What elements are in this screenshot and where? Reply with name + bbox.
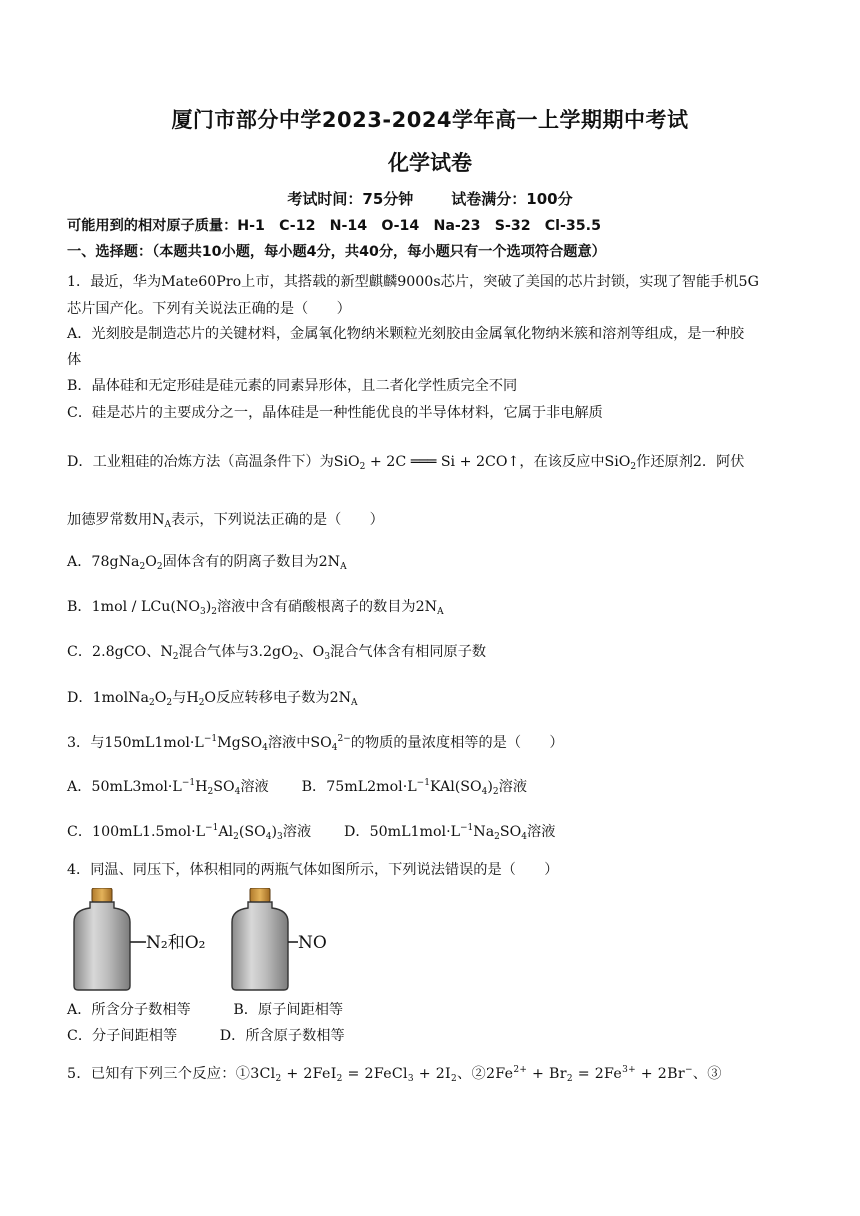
q1-stem-line2: 芯片国产化。下列有关说法正确的是（ ） [67, 301, 351, 317]
q1-option-c: C．硅是芯片的主要成分之一，晶体硅是一种性能优良的半导体材料，它属于非电解质 [67, 405, 603, 421]
gas-bottles-svg [72, 888, 352, 993]
q2-option-b: B．$1mol / LCu(NO_3)_2$溶液中含有硝酸根离子的数目为$2N_A$ [67, 599, 444, 617]
exam-meta [0, 188, 860, 209]
q1-stem-line1: 1．最近，华为Mate60Pro上市，其搭载的新型麒麟9000s芯片，突破了美国的芯片封锁，实现了智能手机5G [67, 274, 759, 290]
gas-bottles-figure [72, 888, 352, 993]
q1-equation: SiO$_2$ + 2C ═══ Si + 2CO↑ [333, 454, 520, 472]
bottle-1-label: N₂和O₂ [146, 933, 206, 953]
q2-number: 2．阿伏 [692, 454, 745, 470]
q5-stem: 5．已知有下列三个反应：$①3Cl_2 + 2FeI_2$ = 2FeCl$_3$ + $2I_2$、$②2Fe^{2+} + Br_2 = 2Fe^{3+} + 2Br^-$、③ [67, 1065, 722, 1084]
section-heading: 一、选择题：（本题共10小题，每小题4分，共40分，每小题只有一个选项符合题意） [67, 244, 606, 260]
bottle-1 [74, 888, 205, 990]
q4-options-cd: C．分子间距相等 D．所含原子数相等 [67, 1028, 345, 1044]
q4-options-ab: A．所含分子数相等 B．原子间距相等 [67, 1002, 344, 1018]
atomic-mass-line: 可能用到的相对原子质量：H-1 C-12 N-14 O-14 Na-23 S-32 Cl-35.5 [67, 218, 601, 234]
q1-option-a-line1: A．光刻胶是制造芯片的关键材料，金属氧化物纳米颗粒光刻胶由金属氧化物纳米簇和溶剂等组成，是一种胶 [67, 326, 745, 342]
bottle-2-body [232, 902, 288, 990]
q2-stem: 加德罗常数用$N_A$表示，下列说法正确的是（ ） [67, 512, 384, 530]
q3-stem: 3．与$150mL1mol\cdot L^{-1}MgSO_4$溶液中$SO_4^{2-}$的物质的量浓度相等的是（ ） [67, 734, 564, 753]
bottle-2 [232, 888, 327, 990]
exam-title: 厦门市部分中学2023-2024学年高一上学期期中考试 [171, 108, 689, 132]
q1-option-b: B．晶体硅和无定形硅是硅元素的同素异形体，且二者化学性质完全不同 [67, 378, 518, 394]
bottle-2-label: NO [298, 933, 327, 953]
q4-stem: 4．同温、同压下，体积相同的两瓶气体如图所示，下列说法错误的是（ ） [67, 862, 559, 878]
q1-option-a-line2: 体 [67, 352, 82, 368]
q3-options-ab: A．$50mL3mol\cdot L^{-1}H_2SO_4$溶液 B．$75mL2mol\cdot L^{-1}KAl(SO_4)_2$溶液 [67, 778, 528, 797]
q2-option-d: D．$1molNa_2O_2$与$H_2O$反应转移电子数为$2N_A$ [67, 690, 358, 708]
q2-option-a: A．$78gNa_2O_2$固体含有的阴离子数目为$2N_A$ [67, 554, 347, 572]
bottle-2-cork [250, 888, 270, 902]
exam-subject: 化学试卷 [388, 151, 472, 175]
q2-option-c: C．2.8gCO、$N_2$混合气体与$3.2gO_2$、$O_3$混合气体含有相同原子数 [67, 644, 487, 662]
bottle-1-cork [92, 888, 112, 902]
q1-option-d: D．工业粗硅的冶炼方法（高温条件下）为SiO$_2$ + 2C ═══ Si + 2CO↑，在该反应中SiO$_2$作还原剂2．阿伏 [67, 454, 745, 472]
exam-time: 考试时间：75分钟 [287, 190, 414, 208]
bottle-1-body [74, 902, 130, 990]
full-score: 试卷满分：100分 [451, 190, 573, 208]
q3-options-cd: C．$100mL1.5mol\cdot L^{-1}Al_2(SO_4)_3$溶液 D．$50mL1mol\cdot L^{-1}Na_2SO_4$溶液 [67, 823, 556, 842]
